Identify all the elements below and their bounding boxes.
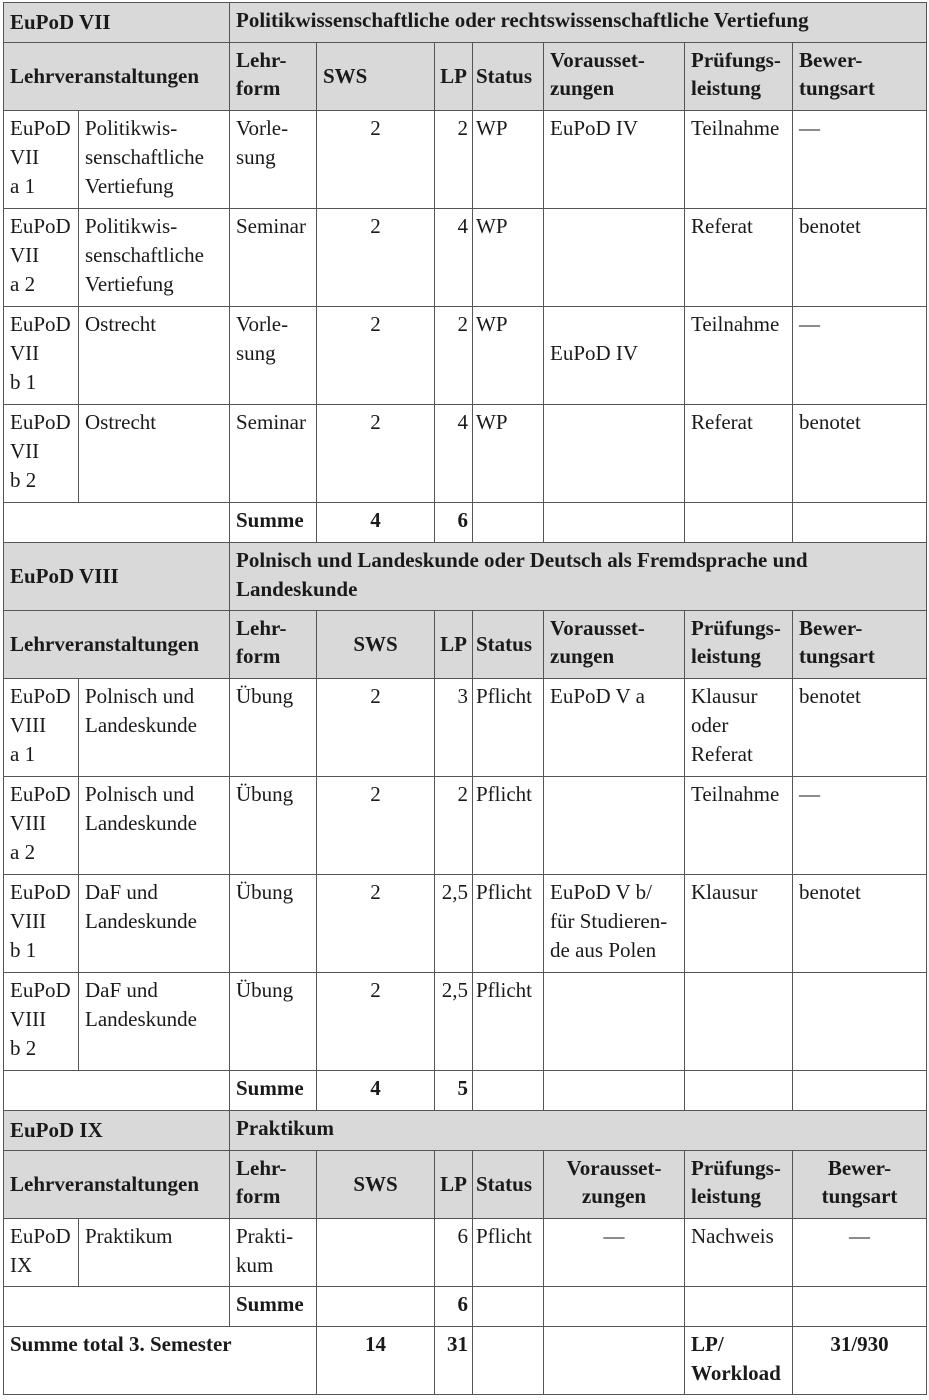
summe-row: [4, 503, 927, 543]
col-bewertungsart: Bewer- tungsart: [793, 611, 927, 679]
course-id: EuPoD VII a 2: [4, 209, 79, 307]
col-lehrveranstaltungen: Lehrveranstaltungen: [4, 43, 230, 111]
total-row: [4, 1327, 927, 1395]
summe-label: Summe: [230, 1287, 317, 1327]
col-status: Status: [473, 611, 544, 679]
course-name: Polnisch und Landeskunde: [79, 777, 230, 875]
col-sws: SWS: [317, 1151, 435, 1219]
course-name: Ostrecht: [79, 405, 230, 503]
summe-lp: 6: [435, 1287, 473, 1327]
col-bewertungsart: Bewer- tungsart: [793, 1151, 927, 1219]
course-voraussetzungen: EuPoD IV: [544, 111, 685, 209]
summe-lp: 6: [435, 503, 473, 543]
summe-sws: [317, 1287, 435, 1327]
course-sws: 2: [317, 777, 435, 875]
course-form: Übung: [230, 777, 317, 875]
summe-sws: 4: [317, 1071, 435, 1111]
course-status: WP: [473, 405, 544, 503]
course-pruefung: Nachweis: [685, 1219, 793, 1287]
course-sws: 2: [317, 405, 435, 503]
column-header-row: [4, 1151, 927, 1219]
course-bewertung: —: [793, 307, 927, 405]
course-voraussetzungen: EuPoD V b/ für Studieren- de aus Polen: [544, 875, 685, 973]
col-voraussetzungen: Vorausset- zungen: [544, 43, 685, 111]
course-bewertung: benotet: [793, 679, 927, 777]
course-row: [4, 307, 927, 405]
course-sws: 2: [317, 875, 435, 973]
course-pruefung: Klausur oder Referat: [685, 679, 793, 777]
course-lp: 3: [435, 679, 473, 777]
col-status: Status: [473, 43, 544, 111]
total-label: Summe total 3. Semester: [4, 1327, 317, 1395]
col-lehrform: Lehr- form: [230, 1151, 317, 1219]
course-voraussetzungen: [544, 973, 685, 1071]
summe-label: Summe: [230, 1071, 317, 1111]
course-lp: 4: [435, 405, 473, 503]
col-bewertungsart: Bewer- tungsart: [793, 43, 927, 111]
course-status: WP: [473, 307, 544, 405]
col-sws: SWS: [317, 611, 435, 679]
summe-sws: 4: [317, 503, 435, 543]
course-pruefung: Teilnahme: [685, 307, 793, 405]
course-voraussetzungen: [544, 777, 685, 875]
course-name: Praktikum: [79, 1219, 230, 1287]
col-pruefungsleistung: Prüfungs- leistung: [685, 43, 793, 111]
course-bewertung: benotet: [793, 875, 927, 973]
course-row: [4, 875, 927, 973]
course-form: Übung: [230, 973, 317, 1071]
course-sws: 2: [317, 307, 435, 405]
col-lehrveranstaltungen: Lehrveranstaltungen: [4, 611, 230, 679]
course-id: EuPoD VIII a 1: [4, 679, 79, 777]
course-id: EuPoD VII b 1: [4, 307, 79, 405]
course-bewertung: —: [793, 777, 927, 875]
course-bewertung: [793, 973, 927, 1071]
col-status: Status: [473, 1151, 544, 1219]
course-status: Pflicht: [473, 1219, 544, 1287]
course-sws: 2: [317, 679, 435, 777]
module-title-row: [4, 1111, 927, 1151]
course-row: [4, 111, 927, 209]
course-bewertung: benotet: [793, 209, 927, 307]
col-lehrveranstaltungen: Lehrveranstaltungen: [4, 1151, 230, 1219]
col-voraussetzungen: Vorausset- zungen: [544, 611, 685, 679]
module-title-row: [4, 3, 927, 43]
course-pruefung: [685, 973, 793, 1071]
workload-label: LP/ Workload: [685, 1327, 793, 1395]
course-status: Pflicht: [473, 777, 544, 875]
col-pruefungsleistung: Prüfungs- leistung: [685, 1151, 793, 1219]
summe-row: [4, 1287, 927, 1327]
course-id: EuPoD IX: [4, 1219, 79, 1287]
course-sws: 2: [317, 209, 435, 307]
col-sws: SWS: [317, 43, 435, 111]
course-id: EuPoD VII b 2: [4, 405, 79, 503]
course-row: [4, 1219, 927, 1287]
course-bewertung: —: [793, 1219, 927, 1287]
module-code: EuPoD VIII: [4, 543, 230, 611]
course-sws: 2: [317, 111, 435, 209]
course-bewertung: —: [793, 111, 927, 209]
course-row: [4, 973, 927, 1071]
course-id: EuPoD VIII b 1: [4, 875, 79, 973]
col-lp: LP: [435, 1151, 473, 1219]
course-name: Politikwis- senschaftliche Vertiefung: [79, 111, 230, 209]
col-lehrform: Lehr- form: [230, 43, 317, 111]
course-status: Pflicht: [473, 679, 544, 777]
course-lp: 2,5: [435, 875, 473, 973]
course-id: EuPoD VII a 1: [4, 111, 79, 209]
course-pruefung: Teilnahme: [685, 111, 793, 209]
course-pruefung: Klausur: [685, 875, 793, 973]
course-pruefung: Teilnahme: [685, 777, 793, 875]
col-pruefungsleistung: Prüfungs- leistung: [685, 611, 793, 679]
module-code: EuPoD IX: [4, 1111, 230, 1151]
course-voraussetzungen: EuPoD V a: [544, 679, 685, 777]
course-row: [4, 679, 927, 777]
course-form: Seminar: [230, 209, 317, 307]
course-form: Vorle- sung: [230, 111, 317, 209]
course-form: Übung: [230, 679, 317, 777]
course-voraussetzungen: [544, 405, 685, 503]
module-title: Politikwissenschaftliche oder rechtswissenschaftliche Vertiefung: [230, 3, 927, 43]
workload-value: 31/930: [793, 1327, 927, 1395]
course-status: WP: [473, 209, 544, 307]
course-name: DaF und Landeskunde: [79, 875, 230, 973]
curriculum-table: [3, 2, 927, 1395]
course-row: [4, 209, 927, 307]
course-sws: [317, 1219, 435, 1287]
col-lehrform: Lehr- form: [230, 611, 317, 679]
column-header-row: [4, 611, 927, 679]
module-title: Praktikum: [230, 1111, 927, 1151]
col-lp: LP: [435, 611, 473, 679]
course-voraussetzungen: EuPoD IV: [544, 307, 685, 405]
course-pruefung: Referat: [685, 405, 793, 503]
summe-lp: 5: [435, 1071, 473, 1111]
course-lp: 2: [435, 111, 473, 209]
course-lp: 2,5: [435, 973, 473, 1071]
course-id: EuPoD VIII b 2: [4, 973, 79, 1071]
course-status: Pflicht: [473, 875, 544, 973]
course-lp: 2: [435, 777, 473, 875]
course-name: Ostrecht: [79, 307, 230, 405]
course-voraussetzungen: [544, 209, 685, 307]
col-lp: LP: [435, 43, 473, 111]
total-sws: 14: [317, 1327, 435, 1395]
course-status: WP: [473, 111, 544, 209]
summe-label: Summe: [230, 503, 317, 543]
course-pruefung: Referat: [685, 209, 793, 307]
course-row: [4, 405, 927, 503]
course-form: Vorle- sung: [230, 307, 317, 405]
course-form: Seminar: [230, 405, 317, 503]
course-sws: 2: [317, 973, 435, 1071]
module-title: Polnisch und Landeskunde oder Deutsch als Fremdsprache und Landeskunde: [230, 543, 927, 611]
course-lp: 4: [435, 209, 473, 307]
course-id: EuPoD VIII a 2: [4, 777, 79, 875]
course-form: Prakti- kum: [230, 1219, 317, 1287]
course-name: Politikwis- senschaftliche Vertiefung: [79, 209, 230, 307]
course-voraussetzungen: —: [544, 1219, 685, 1287]
course-status: Pflicht: [473, 973, 544, 1071]
column-header-row: [4, 43, 927, 111]
course-row: [4, 777, 927, 875]
module-code: EuPoD VII: [4, 3, 230, 43]
course-lp: 2: [435, 307, 473, 405]
course-bewertung: benotet: [793, 405, 927, 503]
col-voraussetzungen: Vorausset- zungen: [544, 1151, 685, 1219]
course-form: Übung: [230, 875, 317, 973]
total-lp: 31: [435, 1327, 473, 1395]
module-title-row: [4, 543, 927, 611]
course-lp: 6: [435, 1219, 473, 1287]
summe-row: [4, 1071, 927, 1111]
course-name: Polnisch und Landeskunde: [79, 679, 230, 777]
course-name: DaF und Landeskunde: [79, 973, 230, 1071]
